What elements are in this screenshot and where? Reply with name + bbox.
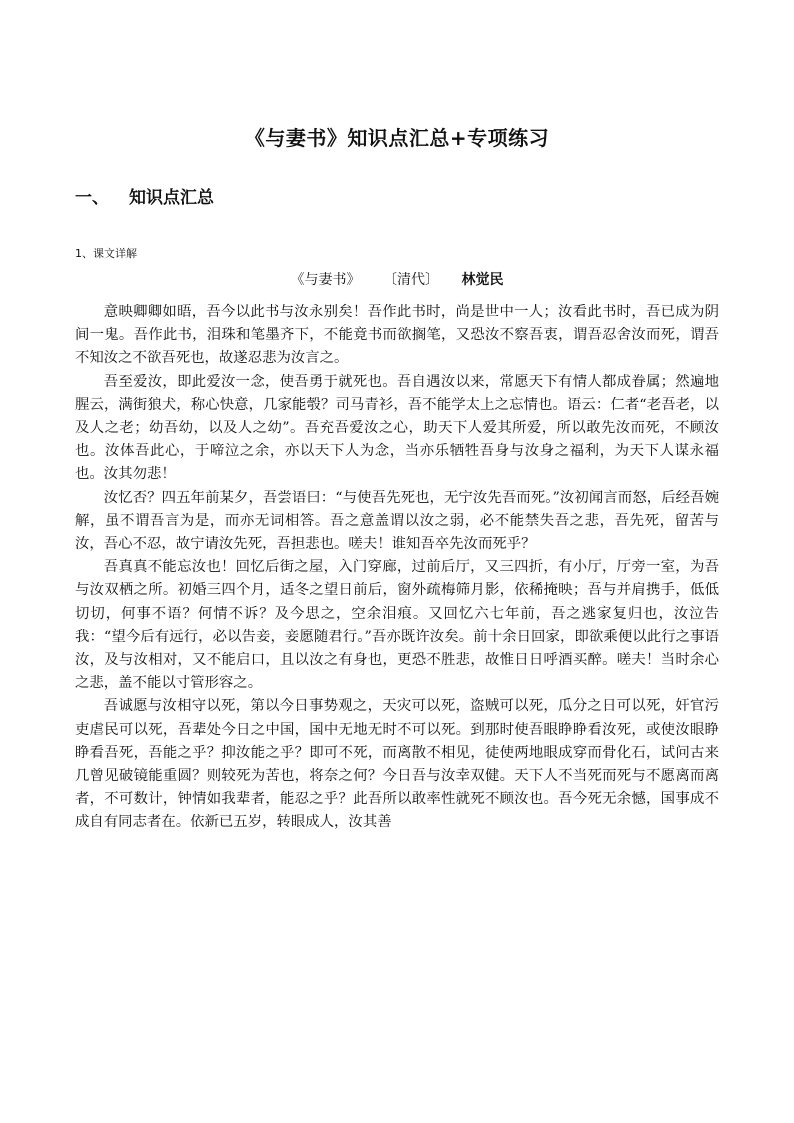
paragraph: 吾真真不能忘汝也！回忆后街之屋，入门穿廊，过前后厅，又三四折，有小厅，厅旁一室，为吾与汝双栖之所。初婚三四个月，适冬之望日前后，窗外疏梅筛月影，依稀掩映；吾与并肩携手，低低切切，何事不语？何情不诉？及今思之，空余泪痕。又回忆六七年前，吾之逃家复归也，汝泣告我：“望今后有远行，必以告妾，妾愿随君行。”吾亦既许汝矣。前十余日回家，即欲乘便以此行之事语汝，及与汝相对，又不能启口，且以汝之有身也，更恐不胜悲，故惟日日呼酒买醉。嗟夫！当时余心之悲，盖不能以寸管形容之。 (75, 559, 719, 692)
section-heading (75, 183, 214, 208)
paragraph: 意映卿卿如晤，吾今以此书与汝永别矣！吾作此书时，尚是世中一人；汝看此书时，吾已成为阴间一鬼。吾作此书，泪珠和笔墨齐下，不能竟书而欲搁笔，又恐汝不察吾衷，谓吾忍舍汝而死，谓吾不知汝之不欲吾死也，故遂忍悲为汝言之。 (75, 304, 719, 367)
poem-heading (0, 269, 794, 289)
subsection-heading: 1、课文详解 (75, 247, 137, 260)
poem-author: 林觉民 (461, 272, 504, 288)
paragraph: 汝忆否？四五年前某夕，吾尝语曰：“与使吾先死也，无宁汝先吾而死。”汝初闻言而怒，后经吾婉解，虽不谓吾言为是，而亦无词相答。吾之意盖谓以汝之弱，必不能禁失吾之悲，吾先死，留苦与汝，吾心不忍，故宁请汝先死，吾担悲也。嗟夫！谁知吾卒先汝而死乎？ (75, 489, 719, 553)
poem-title: 《与妻书》 (290, 272, 361, 288)
poem-dynasty: 〔清代〕 (383, 272, 439, 288)
letter-body (75, 301, 719, 835)
section-number: 一、 (75, 188, 109, 208)
paragraph: 吾至爱汝，即此爱汝一念，使吾勇于就死也。吾自遇汝以来，常愿天下有情人都成眷属；然遍地腥云，满街狼犬，称心快意，几家能彀？司马青衫，吾不能学太上之忘情也。语云：仁者“老吾老，以及人之老；幼吾幼，以及人之幼”。吾充吾爱汝之心，助天下人爱其所爱，所以敢先汝而死，不顾汝也。汝体吾此心，于啼泣之余，亦以天下人为念，当亦乐牺牲吾身与汝身之福利，为天下人谋永福也。汝其勿悲！ (75, 373, 719, 483)
section-label: 知识点汇总 (129, 188, 214, 208)
paragraph: 吾诚愿与汝相守以死，第以今日事势观之，天灾可以死，盗贼可以死，瓜分之日可以死，奸官污吏虐民可以死，吾辈处今日之中国，国中无地无时不可以死。到那时使吾眼睁睁看汝死，或使汝眼睁睁看吾死，吾能之乎？抑汝能之乎？即可不死，而离散不相见，徒使两地眼成穿而骨化石，试问古来几曾见破镜能重圆？则较死为苦也，将奈之何？今日吾与汝幸双健。天下人不当死而死与不愿离而离者，不可数计，钟情如我辈者，能忍之乎？此吾所以敢率性就死不顾汝也。吾今死无余憾，国事成不成自有同志者在。依新已五岁，转眼成人，汝其善 (75, 698, 719, 831)
document-title: 《与妻书》知识点汇总+专项练习 (244, 126, 550, 150)
